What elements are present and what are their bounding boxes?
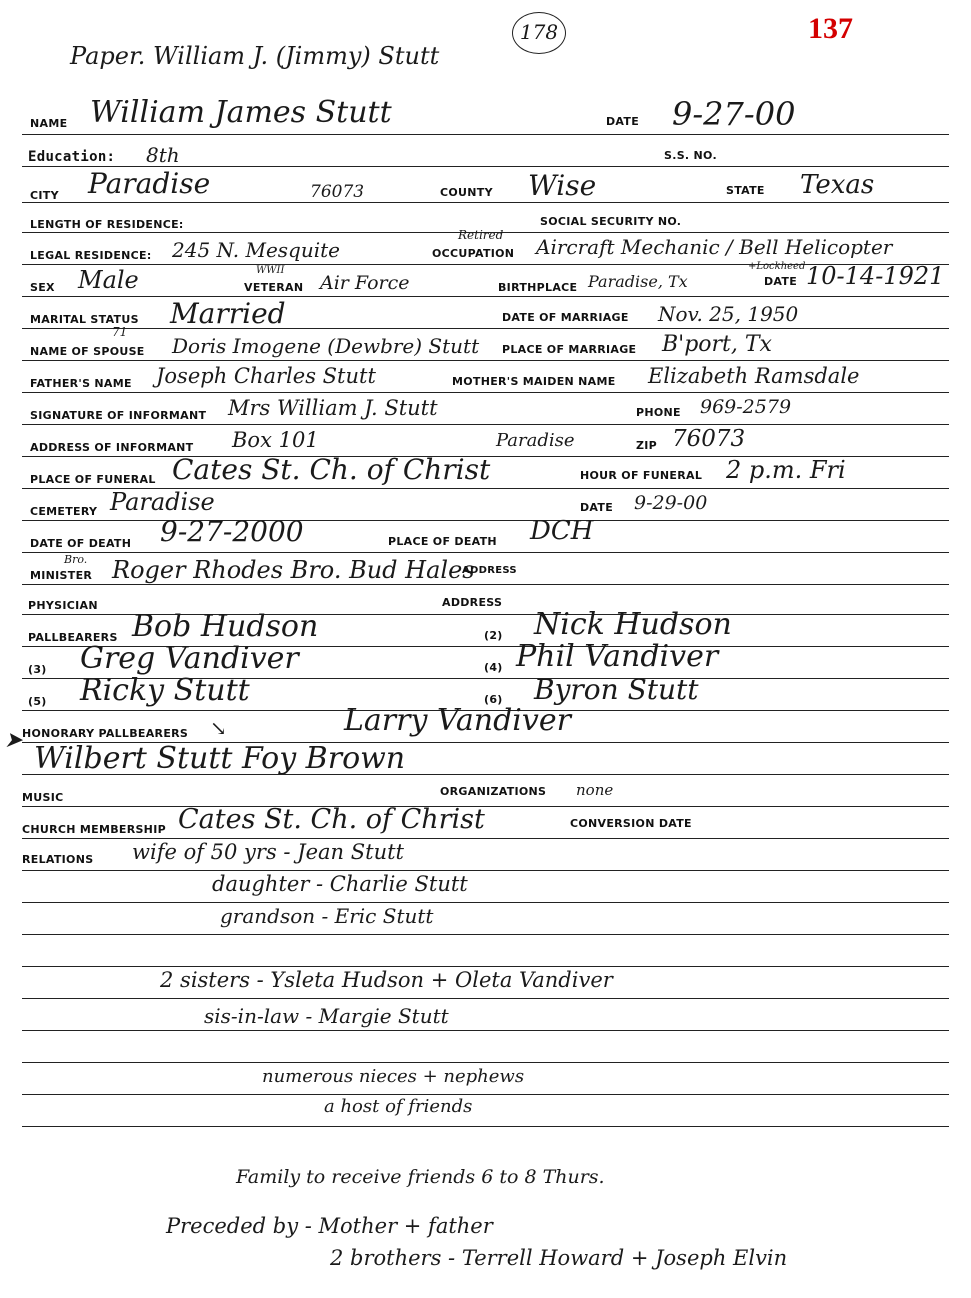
label-minister-address: ADDRESS [462,565,517,576]
page-number: 137 [808,12,853,45]
form-line [22,1126,949,1127]
label-pallbearer-6: (6) [484,693,503,706]
label-length-of-residence: LENGTH OF RESIDENCE: [30,218,184,231]
value-signature-of-informant: Mrs William J. Stutt [228,396,438,420]
form-line [22,774,949,775]
value-hour-of-funeral: 2 p.m. Fri [726,456,846,484]
label-cemetery: CEMETERY [30,505,98,518]
value-pallbearer-2: Nick Hudson [534,607,732,642]
form-line [22,1062,949,1063]
label-education: Education: [28,149,116,165]
form-line [22,296,949,297]
label-social-security-no: SOCIAL SECURITY NO. [540,215,682,228]
form-line [22,966,949,967]
value-birthplace: Paradise, Tx [588,272,688,291]
label-sex: SEX [30,281,55,294]
value-occupation: Aircraft Mechanic / Bell Helicopter [536,235,893,259]
form-line [22,902,949,903]
note-brothers: 2 brothers - Terrell Howard + Joseph Elvin [330,1246,788,1270]
label-birthplace: BIRTHPLACE [498,281,578,294]
form-line [22,934,949,935]
label-date-of-marriage: DATE OF MARRIAGE [502,311,629,324]
value-phone: 969-2579 [700,396,792,418]
value-name: William James Stutt [90,95,392,130]
value-pallbearer-1: Bob Hudson [132,609,319,644]
label-signature-of-informant: SIGNATURE OF INFORMANT [30,409,207,422]
arrow-right-icon: ➤ [4,728,23,753]
label-mothers-maiden-name: MOTHER'S MAIDEN NAME [452,375,616,388]
label-minister: MINISTER [30,569,93,582]
value-place-of-funeral: Cates St. Ch. of Christ [172,453,491,486]
label-cemetery-date: DATE [580,501,614,514]
value-pallbearer-5: Ricky Stutt [80,673,250,708]
label-state: STATE [726,184,765,197]
label-legal-residence: LEGAL RESIDENCE: [30,249,152,262]
label-name-of-spouse: NAME OF SPOUSE [30,345,145,358]
value-date-of-death: 9-27-2000 [160,515,304,548]
value-honorary-2: Wilbert Stutt Foy Brown [34,741,406,776]
value-informant-city: Paradise [496,430,575,451]
value-zip: 76073 [672,426,746,452]
circled-number-badge [512,12,566,54]
value-occupation-note: Retired [458,228,504,242]
value-honorary-1: Larry Vandiver [344,703,571,738]
form-line [22,134,949,135]
value-church-membership: Cates St. Ch. of Christ [178,804,485,835]
form-line [22,392,949,393]
form-line [22,1030,949,1031]
value-city-zip: 76073 [310,182,365,202]
form-line [22,584,949,585]
label-pallbearer-5: (5) [28,695,47,708]
value-pallbearer-6: Byron Stutt [534,673,699,706]
form-line [22,806,949,807]
label-place-of-death: PLACE OF DEATH [388,535,497,548]
label-pallbearers: PALLBEARERS [28,631,118,644]
value-education: 8th [146,143,180,167]
value-veteran-note: WWII [256,265,285,276]
circled-number: 178 [519,20,559,44]
label-hour-of-funeral: HOUR OF FUNERAL [580,469,703,482]
form-line [22,202,949,203]
label-date: DATE [606,115,640,128]
value-address-of-informant: Box 101 [232,428,319,452]
value-pallbearer-3: Greg Vandiver [80,641,299,676]
value-fathers-name: Joseph Charles Stutt [156,364,376,388]
value-relations-4: 2 sisters - Ysleta Hudson + Oleta Vandiver [160,968,613,992]
value-mothers-maiden-name: Elizabeth Ramsdale [648,364,860,388]
value-spouse-age-note: 71 [112,325,128,339]
label-birth-date: DATE [764,275,798,288]
value-legal-residence: 245 N. Mesquite [172,238,340,262]
value-minister: Roger Rhodes Bro. Bud Hales [112,556,475,584]
value-marital-status: Married [170,297,286,330]
value-relations-2: daughter - Charlie Stutt [212,872,468,896]
label-marital-status: MARITAL STATUS [30,313,139,326]
label-pallbearer-2: (2) [484,629,503,642]
value-occupation-note-2: +Lockheed [748,261,806,272]
form-line [22,1094,949,1095]
label-pallbearer-3: (3) [28,663,47,676]
value-place-of-death: DCH [530,516,594,546]
label-place-of-marriage: PLACE OF MARRIAGE [502,343,637,356]
label-phone: PHONE [636,406,681,419]
value-cemetery: Paradise [110,488,215,516]
label-relations: RELATIONS [22,853,94,866]
label-ssno: S.S. NO. [664,149,717,162]
value-county: Wise [528,169,597,202]
label-conversion-date: CONVERSION DATE [570,817,692,830]
value-relations-7: a host of friends [324,1096,473,1117]
label-date-of-death: DATE OF DEATH [30,537,132,550]
form-line [22,552,949,553]
value-pallbearer-4: Phil Vandiver [516,639,719,674]
label-pallbearer-4: (4) [484,661,503,674]
form-line [22,838,949,839]
value-relations-3: grandson - Eric Stutt [220,904,434,928]
paper-note: Paper. William J. (Jimmy) Stutt [70,42,440,70]
label-place-of-funeral: PLACE OF FUNERAL [30,473,156,486]
label-address-of-informant: ADDRESS OF INFORMANT [30,441,194,454]
value-name-of-spouse: Doris Imogene (Dewbre) Stutt [172,334,480,358]
value-relations-5: sis-in-law - Margie Stutt [204,1004,449,1028]
label-church-membership: CHURCH MEMBERSHIP [22,823,166,836]
note-family-receive: Family to receive friends 6 to 8 Thurs. [236,1166,605,1188]
form-line [22,360,949,361]
label-fathers-name: FATHER'S NAME [30,377,132,390]
label-city: CITY [30,189,59,202]
label-physician-address: ADDRESS [442,596,503,609]
label-physician: PHYSICIAN [28,599,98,612]
value-cemetery-date: 9-29-00 [634,492,708,514]
value-relations-1: wife of 50 yrs - Jean Stutt [132,840,404,864]
value-date-of-marriage: Nov. 25, 1950 [658,302,799,326]
note-preceded-by: Preceded by - Mother + father [166,1214,493,1238]
form-line [22,998,949,999]
value-sex: Male [78,266,139,294]
value-place-of-marriage: B'port, Tx [662,332,772,357]
label-county: COUNTY [440,186,493,199]
form-line [22,424,949,425]
label-organizations: ORGANIZATIONS [440,785,547,798]
label-zip: ZIP [636,439,658,452]
form-line [22,870,949,871]
value-birth-date: 10-14-1921 [806,262,945,290]
value-state: Texas [800,170,875,200]
label-veteran: VETERAN [244,281,304,294]
form-line [22,328,949,329]
value-city: Paradise [88,167,211,200]
value-minister-note: Bro. [64,553,88,566]
label-occupation: OCCUPATION [432,247,515,260]
value-date: 9-27-00 [672,95,796,133]
value-relations-6: numerous nieces + nephews [262,1066,525,1087]
label-honorary-pallbearers: HONORARY PALLBEARERS [22,727,189,740]
label-music: MUSIC [22,791,64,804]
label-name: NAME [30,117,68,130]
value-organizations: none [576,781,614,799]
value-veteran: Air Force [320,272,410,294]
arrow-down-icon: ↘ [210,716,227,740]
